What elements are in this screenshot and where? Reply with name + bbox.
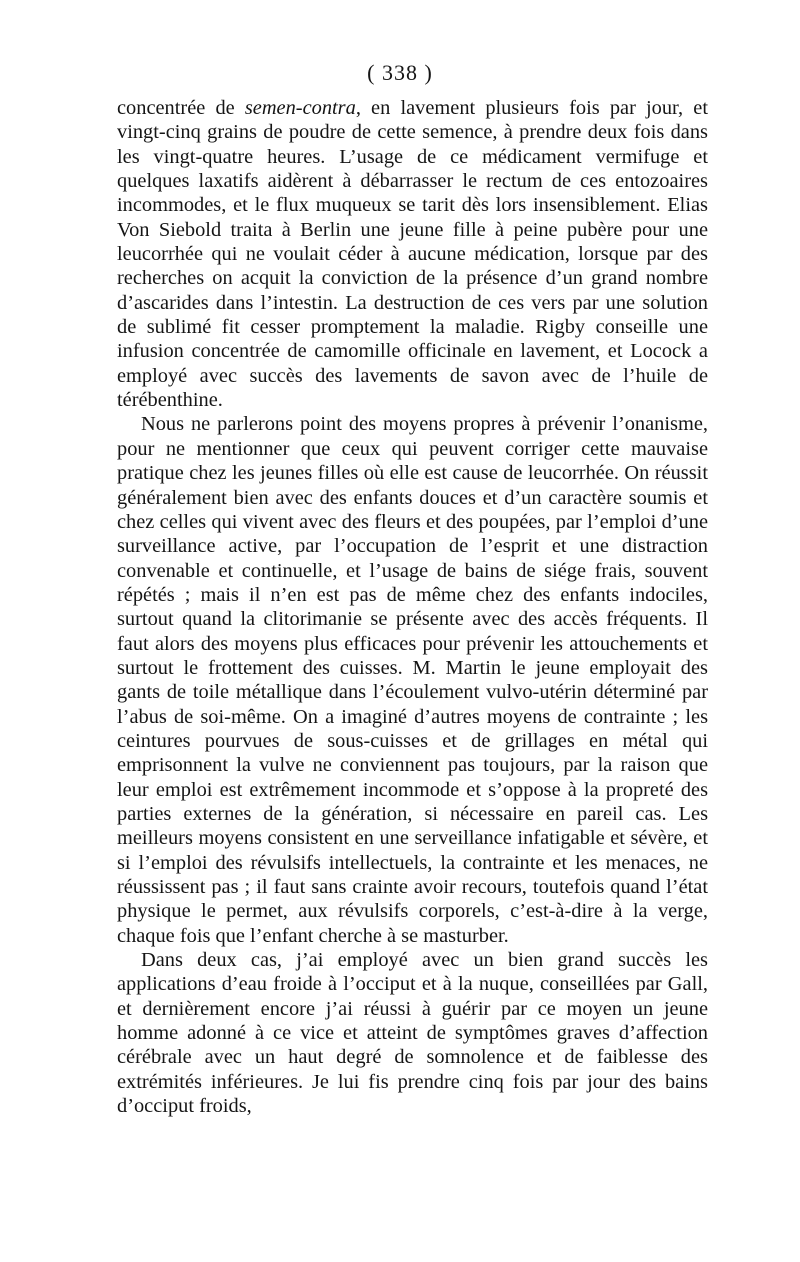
- paragraph-3: Dans deux cas, j’ai employé avec un bien grand succès les applications d’eau froide à l’occiput et à la nuque, conseillées par Gall, et dernièrement encore j’ai réussi à guérir par ce moyen un jeune homme adonné à ce vice et atteint de symptômes graves d’affection cérébrale avec un haut degré de somnolence et de faiblesse des extrémités inférieures. Je lui fis prendre cinq fois par jour des bains d’occiput froids,: [117, 949, 708, 1118]
- paragraph-1-italic-term: semen-contra: [244, 97, 356, 119]
- page-text: [117, 96, 708, 1118]
- paragraph-1: [117, 96, 708, 412]
- paragraph-2: Nous ne parlerons point des moyens propres à prévenir l’onanisme, pour ne mentionner que ceux qui peuvent corriger cette mauvaise pratique chez les jeunes filles où elle est cause de leucorrhée. On réussit généralement bien avec des enfants douces et d’un caractère soumis et chez celles qui vivent avec des fleurs et des poupées, par l’emploi d’une surveillance active, par l’occupation de l’esprit et une distraction convenable et continuelle, et l’usage de bains de siége frais, souvent répétés ; mais il n’en est pas de même chez des enfants indociles, surtout quand la clitorimanie se présente avec des accès fréquents. Il faut alors des moyens plus efficaces pour prévenir les attouchements et surtout le frottement des cuisses. M. Martin le jeune employait des gants de toile métallique dans l’écoulement vulvo-utérin déterminé par l’abus de soi-même. On a imaginé d’autres moyens de contrainte ; les ceintures pourvues de sous-cuisses et de grillages en métal qui emprisonnent la vulve ne conviennent pas toujours, par la raison que leur emploi est extrêmement incommode et s’oppose à la propreté des parties externes de la génération, si nécessaire en pareil cas. Les meilleurs moyens consistent en une serveillance infatigable et sévère, et si l’emploi des révulsifs intellectuels, la contrainte et les menaces, ne réussissent pas ; il faut sans crainte avoir recours, toutefois quand l’état physique le permet, aux révulsifs corporels, c’est-à-dire à la verge, chaque fois que l’enfant cherche à se masturber.: [117, 413, 708, 947]
- paragraph-1-start: concentrée de: [117, 97, 245, 119]
- paragraph-1-rest: , en lavement plusieurs fois par jour, et vingt-cinq grains de poudre de cette semence, à prendre deux fois dans les vingt-quatre heures. L’usage de ce médicament vermifuge et quelques laxatifs aidèrent à débarrasser le rectum de ces entozoaires incommodes, et le flux muqueux se tarit dès lors insensiblement. Elias Von Siebold traita à Berlin une jeune fille à peine pubère pour une leucorrhée qui ne voulait céder à aucune médication, lorsque par des recherches on acquit la conviction de la présence d’un grand nombre d’ascarides dans l’intestin. La destruction de ces vers par une solution de sublimé fit cesser promptement la maladie. Rigby conseille une infusion concentrée de camomille officinale en lavement, et Locock a employé avec succès des lavements de savon avec de l’huile de térébenthine.: [117, 97, 708, 412]
- page-number: ( 338 ): [367, 60, 433, 85]
